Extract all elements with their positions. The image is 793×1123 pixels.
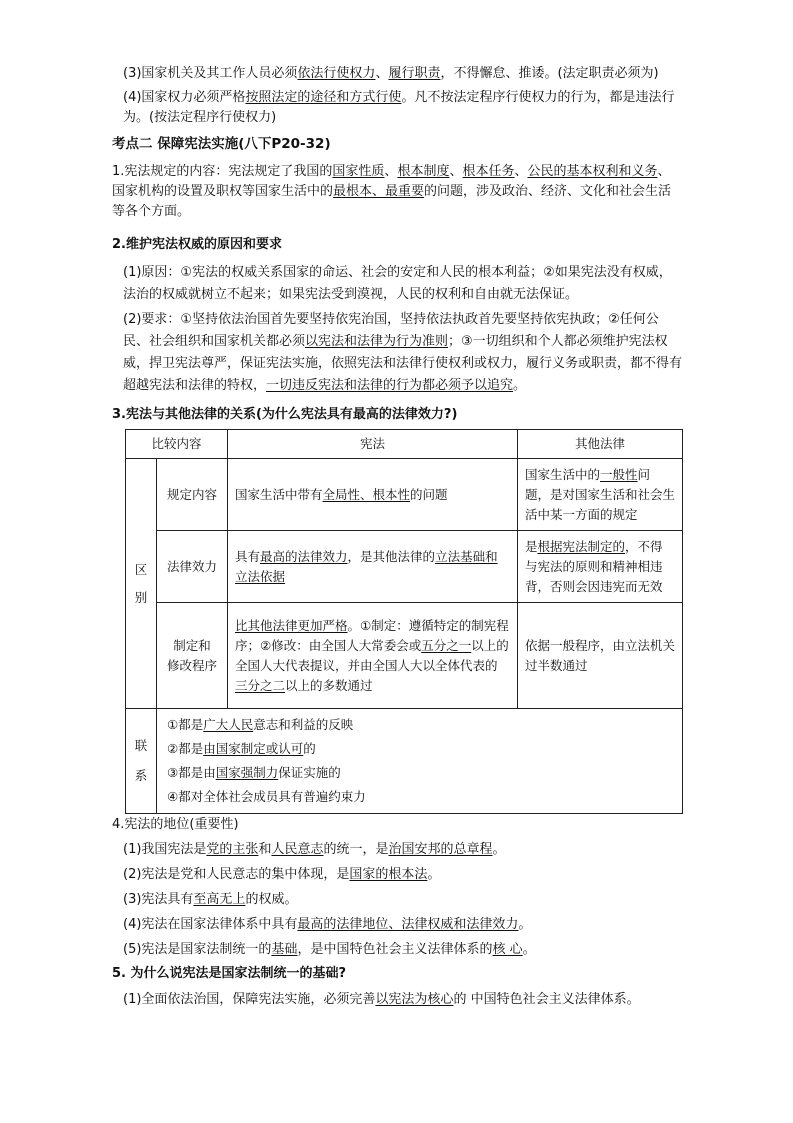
key-term: 比其他法律更加严格 bbox=[235, 617, 348, 633]
list-item bbox=[167, 737, 675, 761]
text: 国家生活中带有 bbox=[235, 486, 323, 502]
key-term: 广大人民 bbox=[203, 717, 254, 732]
text: 的统一，是 bbox=[323, 842, 389, 857]
text: (4)宪法在国家法律体系中具有 bbox=[123, 917, 298, 932]
cell-other-laws bbox=[518, 531, 683, 603]
cell-constitution bbox=[228, 531, 518, 603]
key-term: 根据宪法制定的 bbox=[537, 538, 626, 554]
list-item bbox=[167, 713, 675, 737]
key-term: 按照法定的途径和方式行使 bbox=[245, 90, 402, 105]
text: (2)宪法是党和人民意志的集中体现，是 bbox=[123, 867, 350, 882]
text: 具有 bbox=[235, 548, 261, 564]
text: 和 bbox=[258, 842, 272, 857]
paragraph-content bbox=[112, 162, 682, 222]
key-term: 三分之二 bbox=[235, 677, 286, 693]
connection-label bbox=[126, 709, 157, 814]
key-term: 由国家制定或认可 bbox=[203, 741, 304, 756]
key-term: 至高无上 bbox=[193, 892, 246, 907]
text: ④都对全体社会成员具有普遍约束力 bbox=[167, 789, 366, 804]
row-label: 法律效力 bbox=[157, 531, 228, 603]
text: 。 bbox=[427, 867, 441, 882]
text: 的 bbox=[303, 741, 316, 756]
text: (3)国家机关及其工作人员必须 bbox=[123, 66, 298, 81]
text: ②都是 bbox=[167, 741, 204, 756]
key-term: 以宪法为核心 bbox=[375, 992, 454, 1007]
text: 。 bbox=[522, 942, 536, 957]
table-row-links bbox=[126, 709, 683, 814]
key-term: 以宪法和法律为行为准则 bbox=[305, 334, 449, 349]
paragraph-legal-system bbox=[123, 990, 683, 1010]
key-term: 基础 bbox=[271, 942, 298, 957]
text: 、 bbox=[384, 164, 398, 179]
key-term: 治国安邦的总章程 bbox=[388, 842, 493, 857]
text: 、国家机构的设置及职权等国家生活中的 bbox=[112, 164, 671, 199]
key-term: 国家的根本法 bbox=[349, 867, 428, 882]
text: (1)我国宪法是 bbox=[123, 842, 207, 857]
question-4-title: 4.宪法的地位(重要性) bbox=[112, 817, 239, 832]
key-term: 立法基础和立法依据 bbox=[235, 548, 498, 584]
cell-constitution bbox=[228, 459, 518, 531]
text: 以上的多数通过 bbox=[285, 677, 373, 693]
list-item bbox=[123, 865, 683, 885]
text: (1)全面依法治国，保障宪法实施，必须完善 bbox=[123, 992, 376, 1007]
key-term: 核 心 bbox=[492, 942, 523, 957]
key-term: 根本任务 bbox=[462, 164, 515, 179]
text: 、 bbox=[375, 66, 389, 81]
text: 以上的全国人大代表提议，并由全国人大以全体代表的 bbox=[235, 637, 509, 673]
text: 的 中国特色社会主义法律体系。 bbox=[453, 992, 640, 1007]
text: 保证实施的 bbox=[278, 765, 341, 780]
text: 是 bbox=[525, 538, 538, 554]
question-2-title: 2.维护宪法权威的原因和要求 bbox=[112, 237, 282, 252]
text: 的问题，涉及政治、经济、文化和社会生活等各个方面。 bbox=[112, 184, 672, 219]
cell-other-laws: 依据一般程序，由立法机关过半数通过 bbox=[518, 603, 683, 709]
header-other-laws: 其他法律 bbox=[518, 430, 683, 459]
text: (3)宪法具有 bbox=[123, 892, 194, 907]
key-term: 履行职责 bbox=[388, 66, 441, 81]
cell-constitution bbox=[228, 603, 518, 709]
header-compare: 比较内容 bbox=[126, 430, 228, 459]
text: ，是中国特色社会主义法律体系的 bbox=[297, 942, 493, 957]
text: 。①制定：遵循特定的制宪程序；②修改：由全国人大常委会或 bbox=[235, 617, 509, 653]
key-term: 最高的法律效力 bbox=[260, 548, 348, 564]
table-row bbox=[126, 531, 683, 603]
text: 。 bbox=[518, 917, 532, 932]
key-term: 人民意志 bbox=[271, 842, 324, 857]
text: ①都是 bbox=[167, 717, 204, 732]
key-term: 一切违反宪法和法律的行为都必须予以追究 bbox=[266, 378, 514, 393]
difference-label bbox=[126, 459, 157, 709]
text: ；③一切组织和个人都必须维护宪法权威，捍卫宪法尊严，保证宪法实施，依照宪法和法律行使权利或权力，履行义务或职责，都不得有超越宪法和法律的特权， bbox=[123, 334, 683, 393]
key-term: 国家强制力 bbox=[215, 765, 279, 780]
text: 制定和 bbox=[173, 637, 211, 653]
list-item bbox=[167, 761, 675, 785]
key-term: 最高的法律地位、法律权威和法律效力 bbox=[297, 917, 519, 932]
cell-other-laws bbox=[518, 459, 683, 531]
text: 修改程序 bbox=[167, 657, 218, 673]
text: ，不得懈怠、推诿。(法定职责必须为) bbox=[440, 66, 659, 81]
key-term: 一般性 bbox=[600, 466, 638, 482]
text: ，是其他法律的 bbox=[347, 548, 436, 564]
paragraph-reason: (1)原因：①宪法的权威关系国家的命运、社会的安定和人民的根本利益；②如果宪法没有权威，法治的权威就树立不起来；如果宪法受到漠视，人民的权利和自由就无法保证。 bbox=[123, 265, 672, 302]
key-term: 依法行使权力 bbox=[297, 66, 376, 81]
table-row bbox=[126, 603, 683, 709]
paragraph-duty bbox=[123, 64, 683, 84]
section-heading: 考点二 保障宪法实施(八下P20-32) bbox=[112, 136, 331, 152]
text: 联 bbox=[134, 738, 148, 753]
list-item bbox=[123, 940, 683, 960]
header-constitution: 宪法 bbox=[228, 430, 518, 459]
text: (2)要求：①坚持依法治国首先要坚持依宪治国，坚持依法执政首先要坚持依宪执政；②任何公民、社会组织和国家机关都必须 bbox=[123, 312, 659, 349]
question-3-title: 3.宪法与其他法律的关系(为什么宪法具有最高的法律效力?) bbox=[112, 407, 458, 422]
text: (5)宪法是国家法制统一的 bbox=[123, 942, 272, 957]
key-term: 公民的基本权利和义务 bbox=[527, 164, 658, 179]
key-term: 根本制度 bbox=[397, 164, 450, 179]
text: 的权威。 bbox=[245, 892, 298, 907]
text: (4)国家权力必须严格 bbox=[123, 90, 246, 105]
text: 意志和利益的反映 bbox=[253, 717, 354, 732]
text: 。凡不按法定程序行使权力的行为，都是违法行为。(按法定程序行使权力) bbox=[123, 90, 675, 125]
list-item bbox=[123, 840, 683, 860]
key-term: 五分之一 bbox=[421, 637, 472, 653]
connection-list bbox=[157, 709, 683, 814]
text: 、 bbox=[514, 164, 528, 179]
list-item bbox=[167, 785, 675, 809]
key-term: 国家性质 bbox=[332, 164, 385, 179]
text: 问题，是对国家生活和社会生活中某一方面的规定 bbox=[525, 466, 676, 522]
row-label bbox=[157, 603, 228, 709]
comparison-table bbox=[125, 429, 683, 814]
table-header-row bbox=[126, 430, 683, 459]
text: 。 bbox=[513, 378, 527, 393]
list-item bbox=[123, 890, 683, 910]
text: 国家生活中的 bbox=[525, 466, 601, 482]
text: 的问题 bbox=[410, 486, 448, 502]
paragraph-procedure bbox=[123, 88, 683, 128]
text: 系 bbox=[134, 768, 148, 783]
text: ③都是由 bbox=[167, 765, 216, 780]
table-row bbox=[126, 459, 683, 531]
key-term: 最根本、最重要 bbox=[333, 184, 425, 199]
paragraph-requirement bbox=[123, 309, 683, 397]
text: 别 bbox=[134, 589, 148, 605]
text: ，不得与宪法的原则和精神相违背，否则会因违宪而无效 bbox=[525, 538, 663, 594]
key-term: 全局性、根本性 bbox=[322, 486, 411, 502]
row-label: 规定内容 bbox=[157, 459, 228, 531]
list-item bbox=[123, 915, 683, 935]
text: 1.宪法规定的内容：宪法规定了我国的 bbox=[112, 164, 333, 179]
key-term: 党的主张 bbox=[206, 842, 259, 857]
text: 。 bbox=[492, 842, 506, 857]
text: 区 bbox=[134, 561, 148, 577]
text: 、 bbox=[449, 164, 463, 179]
question-5-title: 5. 为什么说宪法是国家法制统一的基础? bbox=[112, 966, 347, 981]
